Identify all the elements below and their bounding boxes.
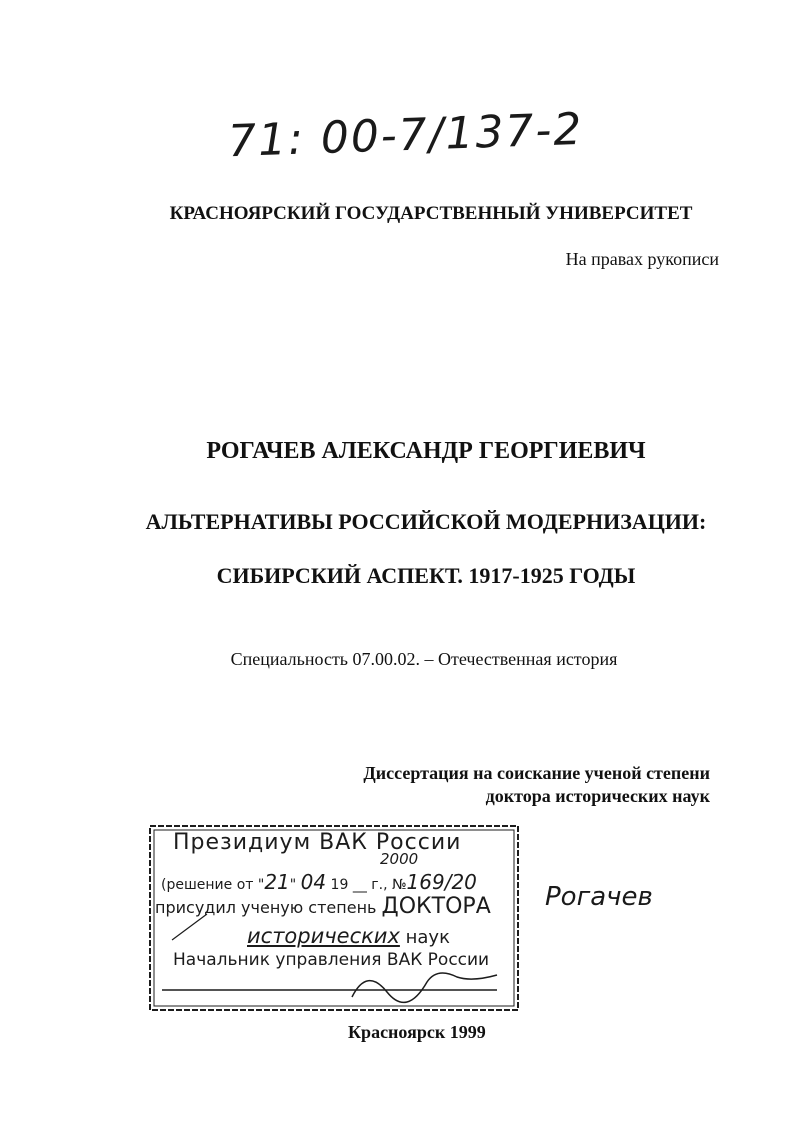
degree-line-1: Диссертация на соискание ученой степени bbox=[363, 763, 710, 783]
decision-year-prefix: 19 bbox=[326, 877, 349, 893]
dissertation-title-line-1: АЛЬТЕРНАТИВЫ РОССИЙСКОЙ МОДЕРНИЗАЦИИ: bbox=[145, 509, 707, 534]
stamp-science bbox=[247, 924, 450, 948]
decision-month: 04 bbox=[300, 870, 327, 894]
decision-month-sep: " bbox=[289, 877, 301, 893]
decision-day: 21 bbox=[264, 870, 290, 894]
decision-number: 169/20 bbox=[406, 870, 477, 894]
stamp-awarded bbox=[155, 894, 491, 919]
science-handwritten: исторических bbox=[247, 924, 400, 948]
manuscript-rights: На правах рукописи bbox=[565, 249, 719, 269]
stamp-head: Начальник управления ВАК России bbox=[173, 950, 490, 970]
stamp-year-handwritten: 2000 bbox=[380, 850, 419, 868]
author-signature: Рогачев bbox=[545, 882, 653, 912]
decision-prefix: (решение от " bbox=[161, 877, 265, 893]
stamp-decision bbox=[161, 870, 477, 894]
university-name: КРАСНОЯРСКИЙ ГОСУДАРСТВЕННЫЙ УНИВЕРСИТЕТ bbox=[169, 203, 693, 224]
degree-word: ДОКТОРА bbox=[381, 894, 491, 919]
catalog-number: 71: 00-7/137-2 bbox=[227, 103, 585, 168]
science-word: наук bbox=[399, 927, 450, 948]
city-year: Красноярск 1999 bbox=[348, 1022, 486, 1042]
author-name: РОГАЧЕВ АЛЕКСАНДР ГЕОРГИЕВИЧ bbox=[206, 438, 646, 464]
decision-year-blank: __ г., № bbox=[348, 877, 407, 893]
vak-stamp bbox=[147, 822, 522, 1016]
specialty: Специальность 07.00.02. – Отечественная история bbox=[230, 649, 618, 669]
awarded-text: присудил ученую степень bbox=[155, 898, 382, 917]
dissertation-title-line-2: СИБИРСКИЙ АСПЕКТ. 1917-1925 ГОДЫ bbox=[216, 563, 636, 588]
degree-line-2: доктора исторических наук bbox=[485, 786, 710, 806]
stamp-title: Президиум ВАК России bbox=[173, 830, 462, 855]
